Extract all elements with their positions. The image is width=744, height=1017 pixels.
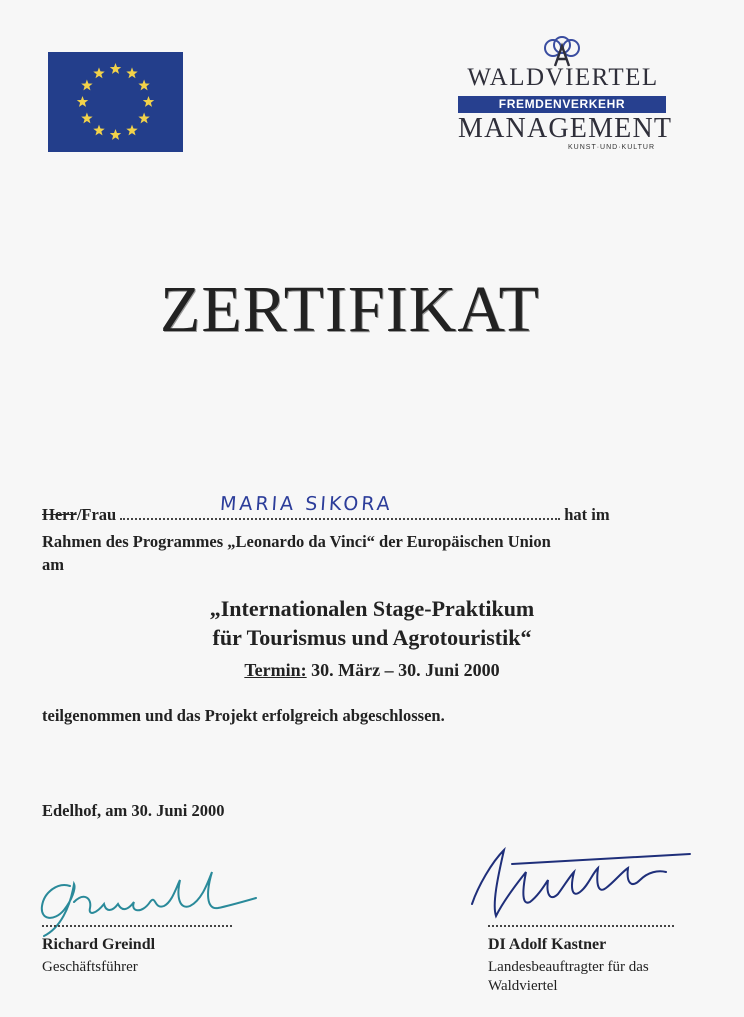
certificate-title: ZERTIFIKAT — [160, 273, 540, 346]
eu-star-icon — [77, 96, 88, 107]
eu-star-icon — [126, 67, 137, 78]
program-title-line1: „Internationalen Stage-Praktikum — [209, 596, 535, 621]
program-intro: Rahmen des Programmes „Leonardo da Vinci“ der Europäischen Union — [42, 532, 551, 551]
signature-line-right — [488, 925, 674, 927]
eu-star-icon — [93, 67, 104, 78]
termin-value: 30. März – 30. Juni 2000 — [311, 660, 500, 680]
eu-star-icon — [143, 96, 154, 107]
eu-stars-icon — [48, 52, 183, 152]
program-title-line2: für Tourismus und Agrotouristik“ — [212, 625, 532, 650]
recipient-name-handwritten: MARIA SIKORA — [219, 493, 394, 515]
salutation-struck: Herr — [42, 505, 77, 524]
place-date: Edelhof, am 30. Juni 2000 — [42, 801, 225, 820]
eu-flag — [48, 52, 183, 152]
logo-sub: KUNST·UND·KULTUR — [568, 144, 656, 151]
termin-label: Termin: — [244, 660, 307, 680]
eu-star-icon — [138, 113, 149, 124]
eu-star-icon — [110, 63, 121, 74]
waldviertel-logo — [448, 36, 678, 156]
signatory-right-role-line1: Landesbeauftragter für das — [488, 959, 649, 975]
signature-line-left — [42, 925, 232, 927]
signatory-right-role-line2: Waldviertel — [488, 978, 558, 994]
program-title — [0, 594, 744, 652]
signatory-right-name: DI Adolf Kastner — [488, 936, 607, 953]
signature-kastner — [452, 842, 702, 932]
eu-star-icon — [126, 125, 137, 136]
logo-line1: WALDVIERTEL — [467, 64, 659, 91]
logo-line2: MANAGEMENT — [458, 113, 673, 144]
recipient-suffix: hat im — [564, 505, 610, 524]
signatory-left-name: Richard Greindl — [42, 936, 156, 953]
salutation-sep: /Frau — [76, 505, 117, 524]
signatory-left-role: Geschäftsführer — [42, 959, 138, 975]
signatory-right-role — [488, 958, 649, 996]
program-intro-am: am — [42, 555, 64, 574]
termin-line — [0, 660, 744, 681]
logo-band: FREMDENVERKEHR — [458, 96, 666, 113]
eu-star-icon — [138, 80, 149, 91]
eu-star-icon — [93, 125, 104, 136]
eu-star-icon — [81, 113, 92, 124]
eu-star-icon — [110, 129, 121, 140]
eu-star-icon — [81, 80, 92, 91]
completion-statement: teilgenommen und das Projekt erfolgreich abgeschlossen. — [42, 706, 445, 725]
